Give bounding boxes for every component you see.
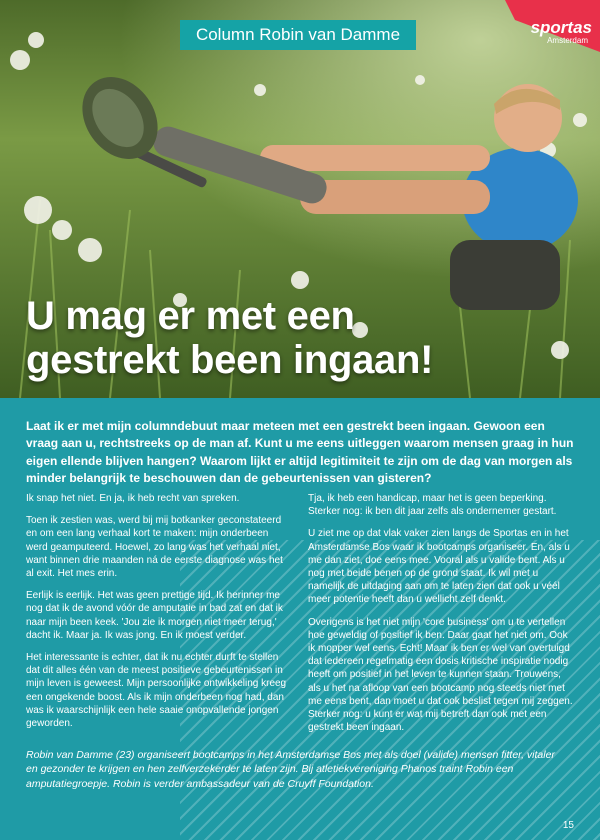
logo-subtitle: Amsterdam xyxy=(547,36,588,45)
headline-line-1: U mag er met een xyxy=(26,294,355,338)
sportas-logo xyxy=(505,0,600,52)
logo-word: sportas xyxy=(530,18,592,37)
author-bio: Robin van Damme (23) organiseert bootcamps in het Amsterdamse Bos met als doel (valide) mensen fitter, vitaler en gezonder te krijgen en hen zelfverzekerder te laten zijn. Bij atletiekvereniging Phanos traint Robin een amputatiegroepje. Robin is verder ambassadeur van de Cruyff Foundation. xyxy=(26,749,555,790)
article-headline xyxy=(26,294,586,382)
paragraph: Overigens is het niet mijn 'core business' om u te vertellen hoe geweldig of positief ik ben. Daar gaat het niet om. Ook ik mopper wel eens. Echt! Maar ik ben er wel van overtuigd dat iedereen regelmatig een dosis kritische inspiratie nodig heeft om positief in het leven te kunnen staan. Trouwens, als u het na afloop van een bootcamp nog steeds niet met me eens bent, dan moet u dat ook beslist tegen mij zeggen. Sterker nog: u kunt er wat mij betreft dan ook met een gestrekt been ingaan. xyxy=(308,616,573,734)
headline-line-2: gestrekt been ingaan! xyxy=(26,338,434,382)
paragraph: U ziet me op dat vlak vaker zien langs de Sportas en in het Amsterdamse Bos waar ik bootcamps organiseer. En, als u me dan ziet, doe eens mee. Vooral als u valide bent. Als u nog met beide benen op de grond staat. Ik wil met u namelijk de uitdaging aan om te laten zien dat ook u véél meer potentie heeft dan u wellicht zelf denkt. xyxy=(308,528,570,606)
hero-photo xyxy=(0,0,600,398)
column-tag: Column Robin van Damme xyxy=(180,20,416,50)
paragraph: Het interessante is echter, dat ik nu echter durft te stellen dat dit alles één van de meest positieve gebeurtenissen in mijn leven is geweest. Mijn persoonlijke ontwikkeling kreeg een ongekende boost. Als ik mijn onderbeen nog had, dan was ik waarschijnlijk een hele saaie onopvallende jongen geworden. xyxy=(26,652,287,730)
intro-paragraph: Laat ik er met mijn columndebuut maar meteen met een gestrekt been ingaan. Gewoon een vraag aan u, rechtstreeks op de man af. Kunt u me eens uitleggen waarom mensen graag in hun eigen ellende blijven hangen? Waarom lijkt er altijd legitimiteit te zijn om de dag van morgen als minder belangrijk te beschouwen dan de gebeurtenissen van gisteren? xyxy=(26,419,574,486)
paragraph: Tja, ik heb een handicap, maar het is geen beperking. Sterker nog: ik ben dit jaar zelfs als ondernemer gestart. xyxy=(308,493,557,518)
page-number: 15 xyxy=(562,820,574,831)
paragraph: Ik snap het niet. En ja, ik heb recht van spreken. xyxy=(26,493,240,504)
column-right xyxy=(308,492,574,743)
paragraph: Toen ik zestien was, werd bij mij botkanker geconstateerd en om een lang verhaal kort te maken: mijn onderbeen werd geamputeerd. Hoewel, zo lang was het verhaal niet, want binnen drie maanden ná de eerste diagnose was het al exit. Het mes erin. xyxy=(26,515,283,580)
column-left xyxy=(26,492,292,739)
paragraph: Eerlijk is eerlijk. Het was geen prettige tijd. Ik herinner me nog dat ik de avond vóór de amputatie in bad zat en dat ik naar mijn been keek. 'Jou zie ik morgen niet meer terug,' dacht ik. Maar ja. Ik was jong. En ik moest verder. xyxy=(26,590,283,641)
